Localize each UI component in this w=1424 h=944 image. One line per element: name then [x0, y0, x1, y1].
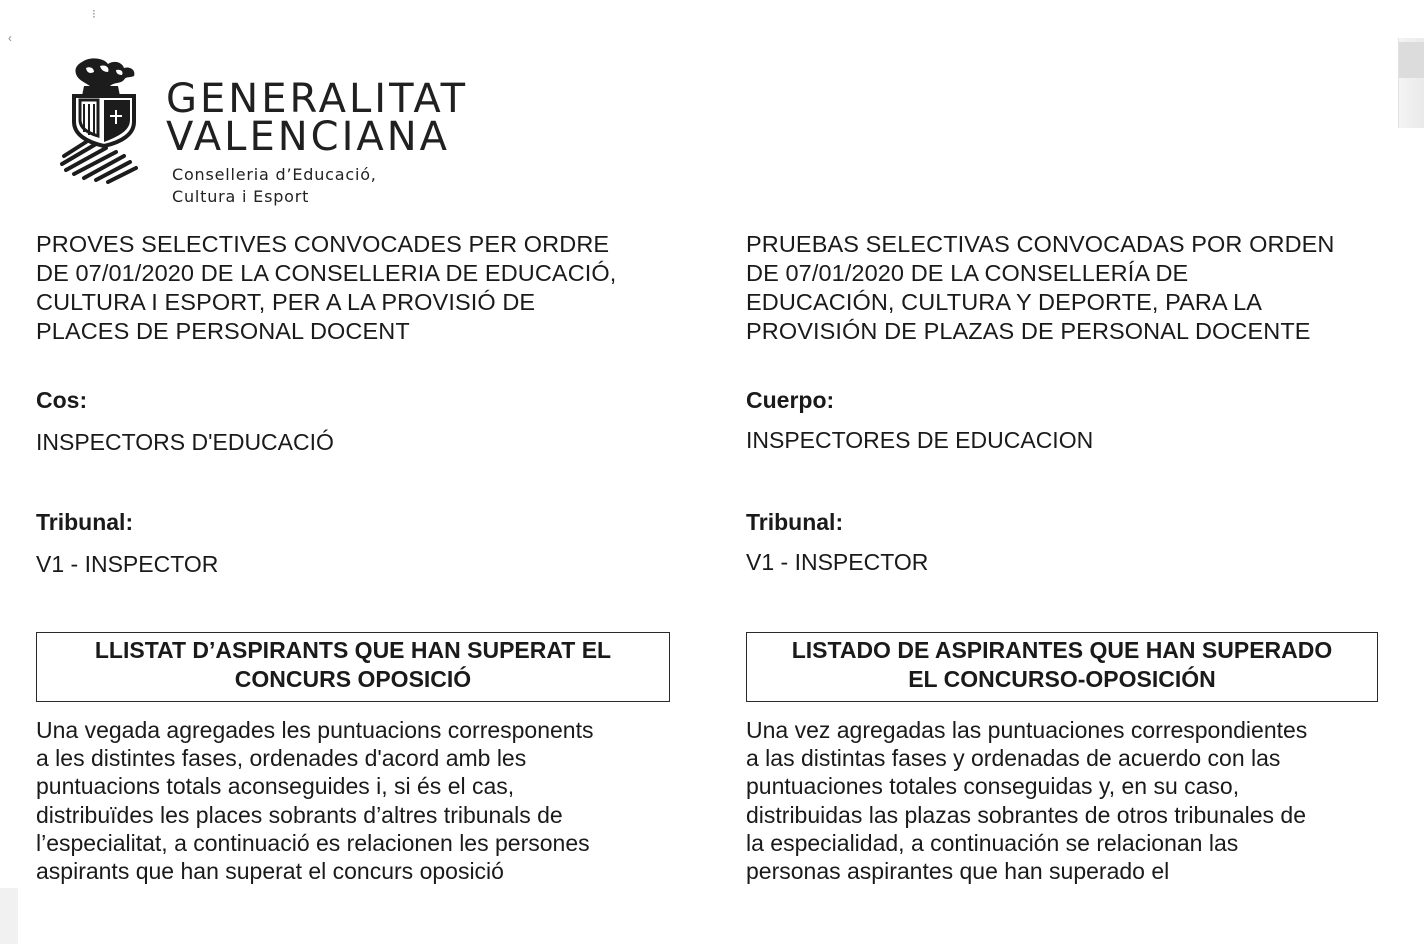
- list-title-box: [36, 632, 670, 702]
- paragraph-line: l’especialitat, a continuació es relacionen les persones: [36, 829, 590, 856]
- tribunal-value: V1 - INSPECTOR: [746, 549, 929, 575]
- list-title-line: EL CONCURSO-OPOSICIÓN: [908, 666, 1216, 692]
- body-value: INSPECTORES DE EDUCACION: [746, 427, 1094, 453]
- heading-line: PLACES DE PERSONAL DOCENT: [36, 318, 410, 344]
- generalitat-emblem-icon: [60, 56, 150, 184]
- paragraph-line: la especialidad, a continuación se relacionan las: [746, 829, 1239, 856]
- call-heading: [36, 230, 672, 346]
- intro-paragraph: [746, 716, 1307, 885]
- org-name: [166, 76, 469, 160]
- column-spanish: [746, 230, 1386, 885]
- scan-speck: ⁝: [92, 7, 96, 21]
- tribunal-label: Tribunal:: [36, 509, 134, 535]
- paragraph-line: a les distintes fases, ordenades d'acord amb les: [36, 745, 527, 772]
- scan-edge-right: [1398, 38, 1424, 128]
- intro-paragraph: [36, 716, 594, 885]
- heading-line: PROVES SELECTIVES CONVOCADES PER ORDRE: [36, 231, 610, 257]
- column-valencian: [36, 230, 672, 885]
- paragraph-line: Una vegada agregades les puntuacions corresponents: [36, 717, 594, 743]
- scan-edge-shadow: [1399, 42, 1424, 78]
- paragraph-line: puntuaciones totales conseguidas y, en su caso,: [746, 773, 1240, 800]
- body-label: Cuerpo:: [746, 387, 835, 413]
- department-name: [172, 164, 377, 208]
- paragraph-line: puntuacions totals aconseguides i, si és el cas,: [36, 773, 515, 800]
- department-line: Cultura i Esport: [172, 187, 310, 206]
- heading-line: PRUEBAS SELECTIVAS CONVOCADAS POR ORDEN: [746, 231, 1335, 257]
- heading-line: EDUCACIÓN, CULTURA Y DEPORTE, PARA LA: [746, 289, 1263, 315]
- paragraph-line: a las distintas fases y ordenadas de acuerdo con las: [746, 745, 1281, 772]
- paragraph-line: aspirants que han superat el concurs oposició: [36, 858, 504, 885]
- org-name-line: GENERALITAT: [166, 76, 469, 122]
- paragraph-line: personas aspirantes que han superado el: [746, 858, 1170, 885]
- heading-line: DE 07/01/2020 DE LA CONSELLERÍA DE: [746, 260, 1189, 286]
- heading-line: PROVISIÓN DE PLAZAS DE PERSONAL DOCENTE: [746, 318, 1311, 344]
- body-label: Cos:: [36, 387, 88, 413]
- call-heading: [746, 230, 1386, 346]
- department-line: Conselleria d’Educació,: [172, 165, 377, 184]
- tribunal-label: Tribunal:: [746, 509, 844, 535]
- list-title-line: LLISTAT D’ASPIRANTS QUE HAN SUPERAT EL: [94, 637, 612, 663]
- body-value: INSPECTORS D'EDUCACIÓ: [36, 429, 334, 455]
- paragraph-line: Una vez agregadas las puntuaciones correspondientes: [746, 717, 1308, 743]
- heading-line: DE 07/01/2020 DE LA CONSELLERIA DE EDUCACIÓ,: [36, 260, 617, 286]
- paragraph-line: distribuidas las plazas sobrantes de otros tribunales de: [746, 801, 1306, 828]
- org-name-line: VALENCIANA: [166, 114, 451, 160]
- tribunal-value: V1 - INSPECTOR: [36, 551, 219, 577]
- list-title-line: LISTADO DE ASPIRANTES QUE HAN SUPERADO: [791, 637, 1333, 663]
- list-title-line: CONCURS OPOSICIÓ: [234, 666, 472, 692]
- paragraph-line: distribuïdes les places sobrants d’altres tribunals de: [36, 801, 563, 828]
- scan-speck: ‹: [8, 31, 12, 45]
- heading-line: CULTURA I ESPORT, PER A LA PROVISIÓ DE: [36, 289, 536, 315]
- scan-edge-left: [0, 888, 18, 944]
- list-title-box: [746, 632, 1378, 702]
